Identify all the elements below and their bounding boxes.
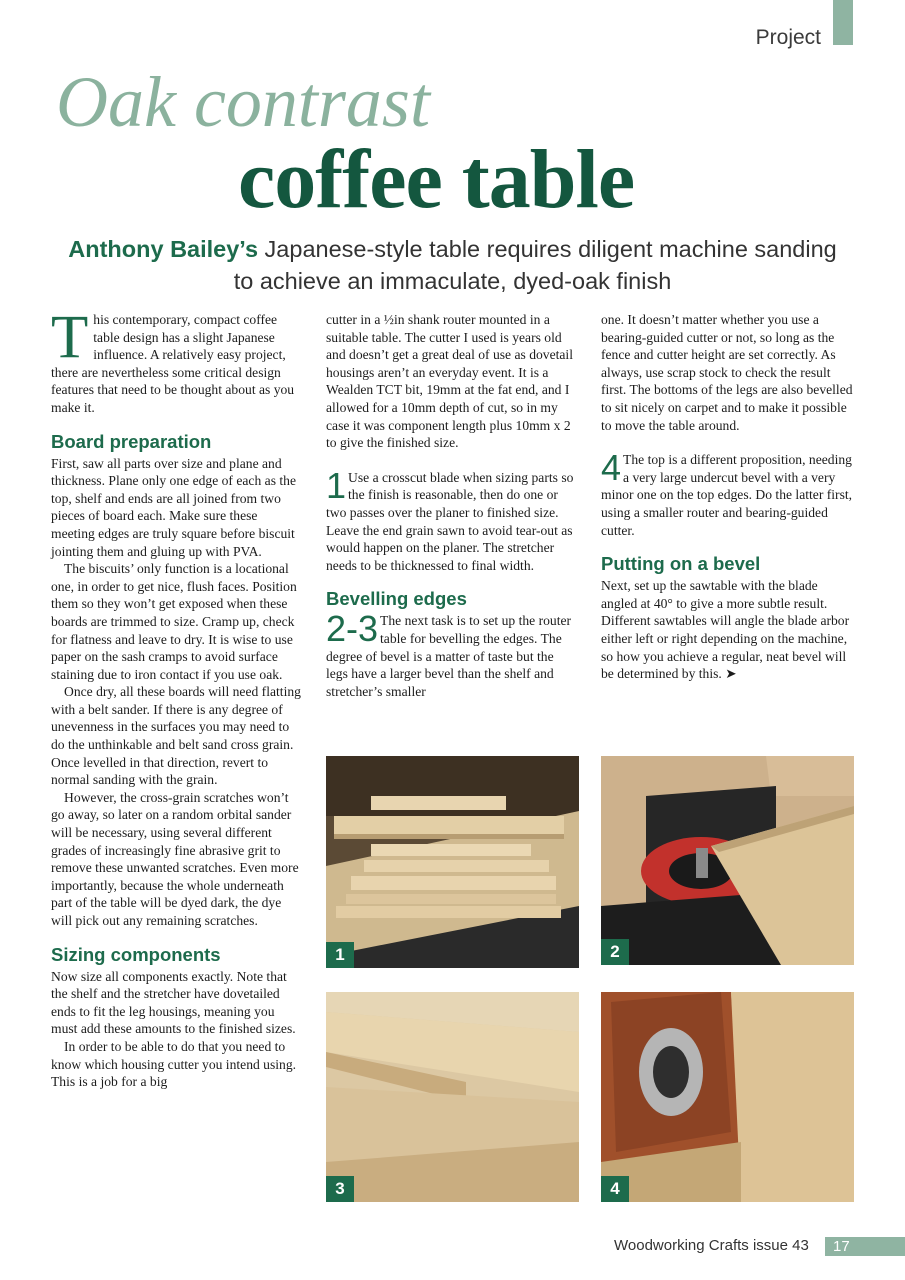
page-number: 17	[825, 1237, 905, 1256]
step-4-paragraph: 4 The top is a different proposition, needing a very large undercut bevel with a very minor one on the top edges. Do the latter first, using a smaller router and bearing-guided cutter.	[601, 447, 853, 538]
photo-stacked-boards	[326, 756, 579, 968]
photo-router-table	[601, 756, 854, 965]
step-2-3-paragraph: 2-3 The next task is to set up the router table for bevelling the edges. The degree of bevel is a matter of taste but the legs have a larger bevel than the shelf and stretcher’s smaller	[326, 608, 572, 699]
standfirst-text: Japanese-style table requires diligent machine sanding to achieve an immaculate, dyed-oak finish	[233, 236, 837, 294]
step-number: 4	[601, 447, 622, 489]
footer-magazine: Woodworking Crafts issue 43	[614, 1237, 809, 1254]
section-label: Project	[755, 26, 821, 49]
section-color-bar	[833, 0, 853, 45]
column-2	[326, 311, 578, 700]
step-number: 2-3	[326, 608, 379, 650]
title-line-1: Oak contrast	[56, 62, 430, 142]
column-1	[51, 304, 303, 1091]
title-line-2: coffee table	[238, 133, 635, 226]
column-3	[601, 311, 853, 683]
paragraph: cutter in a ½in shank router mounted in a suitable table. The cutter I used is years old and doesn’t get a great deal of use as dovetail housings aren’t an everyday event. It is a Wealden TCT bit, 19mm at the fat end, and I allowed for a 10mm depth of cut, so in my case it was component length plus 10mm x 2 to give the finished size.	[326, 312, 573, 451]
heading-board-preparation: Board preparation	[51, 430, 212, 452]
paragraph: Once dry, all these boards will need flatting with a belt sander. If there is any degree of unevenness in the surfaces you may need to do the unthinkable and belt sand cross grain. Once levelled in that direction, revert to normal sanding with the grain.	[51, 684, 301, 788]
paragraph: The biscuits’ only function is a locational one, in order to get nice, flush faces. Position them so they won’t get exposed when these boards are trimmed to size. Cramp up, check for flatness and leave to dry. It is wise to use paper on the sash cramps to avoid surface staining due to iron contact if you use oak.	[51, 561, 297, 682]
photo-number-badge: 2	[601, 939, 629, 965]
photo-number-badge: 4	[601, 1176, 629, 1202]
photo-bevelled-edge	[326, 992, 579, 1202]
paragraph: First, saw all parts over size and plane and thickness. Plane only one edge of each as the top, shelf and ends are all joined from two pieces of board each. Make sure these meeting edges are truly square before biscuit jointing them and gluing up with PVA.	[51, 455, 296, 559]
paragraph: However, the cross-grain scratches won’t go away, so later on a random orbital sander will be necessary, using several different grades of increasingly fine abrasive grit to remove these unwanted scratches. Even more importantly, because the whole underneath part of the table will be dyed dark, the dye will pick out any remaining scratches.	[51, 789, 299, 928]
photo-number-badge: 3	[326, 1176, 354, 1202]
step-1-paragraph: 1 Use a crosscut blade when sizing parts so the finish is reasonable, then do one or two passes over the planer to finished size. Leave the end grain sawn to avoid tear-out as would happen on the planer. The stretcher needs to be thicknessed to final width.	[326, 464, 574, 573]
author-name: Anthony Bailey’s	[68, 236, 259, 262]
paragraph: Next, set up the sawtable with the blade angled at 40° to give a more subtle result. Different sawtables will angle the blade arbor either left or right depending on the machine, so how you achieve a regular, neat bevel will be determined by this. ➤	[601, 578, 850, 682]
drop-cap: T	[51, 304, 89, 371]
heading-bevelling-edges: Bevelling edges	[326, 588, 467, 610]
intro-paragraph: This contemporary, compact coffee table design has a slight Japanese influence. A relatively easy project, there are nevertheless some critical design features that need to be thought about as you make it.	[51, 304, 295, 415]
heading-putting-on-a-bevel: Putting on a bevel	[601, 553, 761, 575]
paragraph: Now size all components exactly. Note that the shelf and the stretcher have dovetailed ends to fit the leg housings, meaning you must add these amounts to the finished sizes.	[51, 968, 296, 1037]
step-number: 1	[326, 464, 347, 506]
photo-number-badge: 1	[326, 942, 354, 968]
photo-router-bevel	[601, 992, 854, 1202]
paragraph: one. It doesn’t matter whether you use a bearing-guided cutter or not, so long as the fence and cutter height are set correctly. As always, use scrap stock to check the result first. The bottoms of the legs are also bevelled to sit nicely on carpet and to make it possible to move the table around.	[601, 312, 853, 433]
standfirst	[60, 233, 845, 297]
heading-sizing-components: Sizing components	[51, 943, 221, 965]
paragraph: In order to be able to do that you need to know which housing cutter you intend using. This is a job for a big	[51, 1038, 297, 1090]
